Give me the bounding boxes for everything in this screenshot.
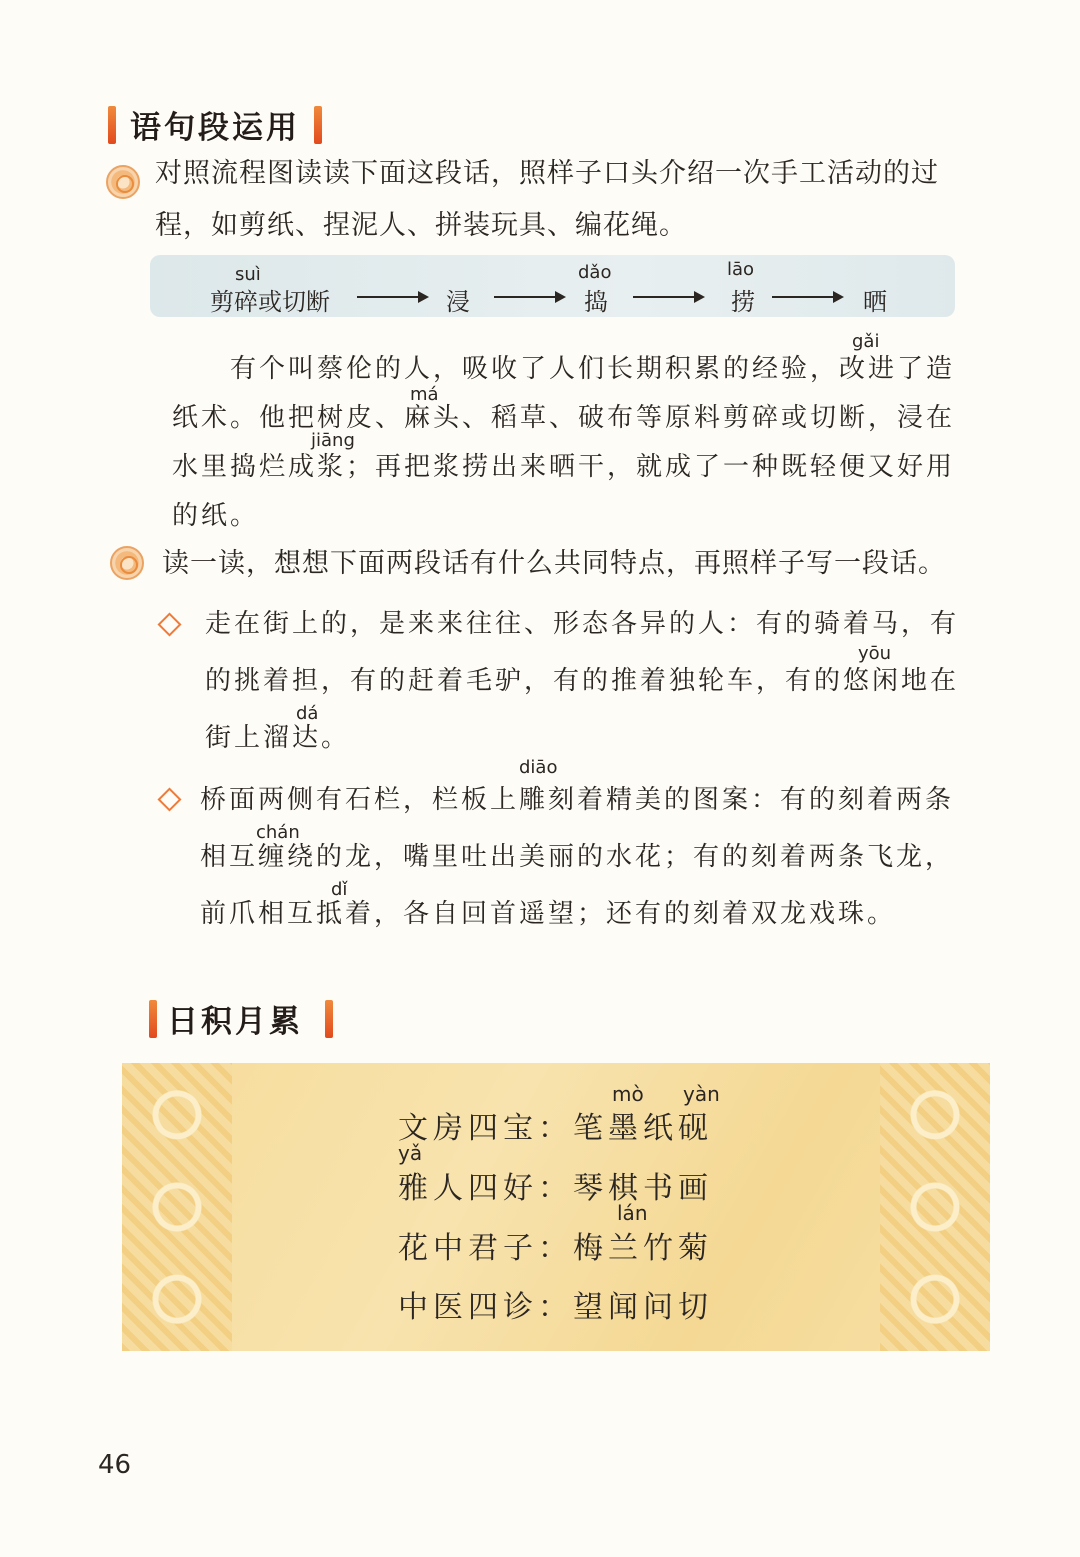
paragraph-line: 前爪相互抵着，各自回首遥望；还有的刻着双龙戏珠。 bbox=[200, 899, 897, 929]
idiom-line: 花中君子：梅兰竹菊 bbox=[398, 1231, 713, 1266]
diamond-bullet-icon bbox=[157, 612, 181, 636]
section-title: 语句段运用 bbox=[130, 110, 300, 146]
pinyin-annotation: lán bbox=[617, 1201, 648, 1225]
instruction-line: 程，如剪纸、捏泥人、拼装玩具、编花绳。 bbox=[155, 210, 687, 241]
section-title: 日积月累 bbox=[167, 1004, 303, 1040]
pinyin-annotation: má bbox=[410, 384, 439, 405]
paragraph-line: 桥面两侧有石栏，栏板上雕刻着精美的图案：有的刻着两条 bbox=[200, 785, 955, 815]
cailun-paragraph bbox=[172, 345, 1032, 541]
paragraph-line: 水里捣烂成浆；再把浆捞出来晒干，就成了一种既轻便又好用 bbox=[172, 452, 956, 482]
flow-arrow-icon bbox=[772, 296, 842, 298]
page-number: 46 bbox=[98, 1450, 132, 1480]
pinyin-annotation: yǎ bbox=[398, 1141, 423, 1165]
heading-bar-right bbox=[314, 106, 322, 144]
example1-paragraph bbox=[205, 596, 1025, 767]
pinyin-annotation: yōu bbox=[858, 643, 892, 664]
instruction-line: 对照流程图读读下面这段话，照样子口头介绍一次手工活动的过 bbox=[155, 158, 939, 189]
pinyin-annotation: diāo bbox=[519, 757, 558, 778]
pinyin-annotation: jiāng bbox=[311, 430, 355, 451]
pinyin-annotation: mò bbox=[612, 1082, 644, 1106]
pinyin-annotation: dǐ bbox=[331, 879, 348, 900]
paragraph-line: 有个叫蔡伦的人，吸收了人们长期积累的经验，改进了造 bbox=[230, 354, 956, 384]
section-heading-accumulation bbox=[149, 996, 333, 1041]
paragraph-line: 纸术。他把树皮、麻头、稻草、破布等原料剪碎或切断，浸在 bbox=[172, 403, 956, 433]
idiom-line: 雅人四好：琴棋书画 bbox=[398, 1171, 713, 1206]
flow-step: 晒 bbox=[863, 288, 887, 316]
paragraph-line: 走在街上的，是来来往往、形态各异的人：有的骑着马，有 bbox=[205, 609, 960, 639]
example2-paragraph bbox=[200, 772, 1030, 943]
flow-step: 剪碎或切断 bbox=[210, 288, 330, 316]
paragraph-line: 街上溜达。 bbox=[205, 723, 351, 753]
section-heading-sentence-usage bbox=[108, 102, 322, 147]
paragraph-line: 相互缠绕的龙，嘴里吐出美丽的水花；有的刻着两条飞龙， bbox=[200, 842, 955, 872]
diamond-bullet-icon bbox=[157, 787, 181, 811]
task2-instruction: 读一读，想想下面两段话有什么共同特点，再照样子写一段话。 bbox=[162, 548, 946, 579]
pinyin-annotation: dá bbox=[296, 703, 319, 724]
pinyin-annotation: suì bbox=[235, 264, 261, 285]
paragraph-line: 的纸。 bbox=[172, 501, 260, 531]
pinyin-annotation: chán bbox=[256, 822, 300, 843]
pinyin-annotation: dǎo bbox=[578, 262, 612, 283]
heading-bar-left bbox=[108, 106, 116, 144]
task-badge-icon bbox=[110, 546, 144, 580]
flow-arrow-icon bbox=[357, 296, 427, 298]
flow-step: 浸 bbox=[446, 288, 470, 316]
idiom-line: 中医四诊：望闻问切 bbox=[398, 1290, 713, 1325]
task-badge-icon bbox=[106, 165, 140, 199]
flow-step: 捣 bbox=[584, 288, 608, 316]
flow-arrow-icon bbox=[494, 296, 564, 298]
pinyin-annotation: gǎi bbox=[852, 331, 880, 352]
ornament-border-left bbox=[122, 1063, 232, 1351]
flow-step: 捞 bbox=[731, 288, 755, 316]
flow-arrow-icon bbox=[633, 296, 703, 298]
heading-bar-left bbox=[149, 1000, 157, 1038]
task1-instruction bbox=[155, 148, 1035, 252]
pinyin-annotation: lāo bbox=[727, 259, 755, 280]
paragraph-line: 的挑着担，有的赶着毛驴，有的推着独轮车，有的悠闲地在 bbox=[205, 666, 960, 696]
idiom-line: 文房四宝：笔墨纸砚 bbox=[398, 1111, 713, 1146]
ornament-border-right bbox=[880, 1063, 990, 1351]
pinyin-annotation: yàn bbox=[683, 1082, 720, 1106]
heading-bar-right bbox=[325, 1000, 333, 1038]
